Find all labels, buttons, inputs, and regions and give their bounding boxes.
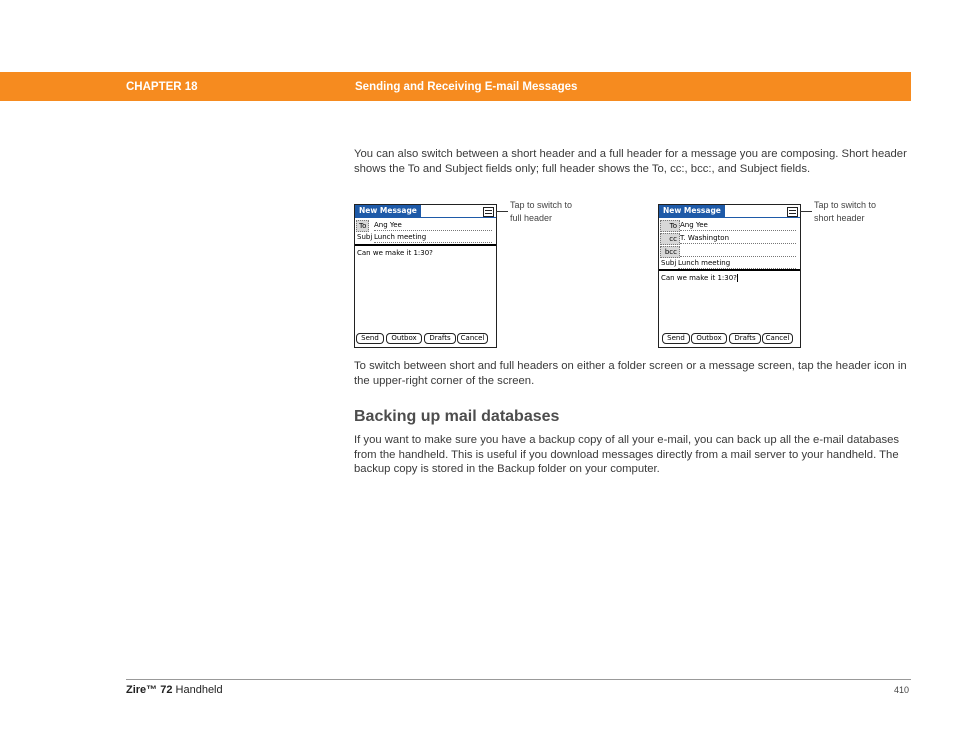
subject-value: Lunch meeting <box>374 232 492 243</box>
intro-paragraph: You can also switch between a short header and a full header for a message you are composing. Short header shows the To and Subject fields only; full header shows the To, cc:, bcc:, and Subject fields. <box>354 148 907 175</box>
callout-line-short <box>496 211 508 212</box>
message-body-text: Can we make it 1:30? <box>661 274 737 282</box>
chapter-number: CHAPTER 18 <box>126 81 198 93</box>
message-body: Can we make it 1:30? <box>357 249 433 257</box>
to-value: Ang Yee <box>374 220 492 231</box>
footer-product <box>126 684 223 696</box>
subject-label: Subj <box>661 259 677 267</box>
screen-title: New Message <box>659 205 725 217</box>
callout-full-header: Tap to switch to full header <box>510 200 573 223</box>
short-header-screenshot <box>354 204 497 348</box>
bcc-row <box>660 245 796 257</box>
cc-value: T. Washington <box>680 233 796 244</box>
send-button[interactable]: Send <box>356 333 384 344</box>
callout-line-full <box>800 211 812 212</box>
subject-value: Lunch meeting <box>678 258 796 269</box>
cancel-button[interactable]: Cancel <box>762 333 793 344</box>
send-button[interactable]: Send <box>662 333 690 344</box>
product-suffix: Handheld <box>172 684 223 696</box>
cancel-button[interactable]: Cancel <box>457 333 488 344</box>
title-rule <box>659 217 800 218</box>
title-rule <box>355 217 496 218</box>
footer-rule <box>126 679 911 680</box>
to-row <box>356 219 492 231</box>
to-label[interactable]: To <box>660 220 680 232</box>
chapter-header-bar <box>0 72 911 101</box>
cc-label[interactable]: cc <box>660 233 680 245</box>
outbox-button[interactable]: Outbox <box>386 333 422 344</box>
callout-short-header: Tap to switch to short header <box>814 200 877 223</box>
subject-row <box>356 231 492 243</box>
text-cursor <box>737 274 738 282</box>
chapter-title: Sending and Receiving E-mail Messages <box>355 81 578 93</box>
page-number: 410 <box>894 685 910 695</box>
screen-title: New Message <box>355 205 421 217</box>
header-separator <box>355 244 496 246</box>
header-toggle-icon[interactable] <box>787 207 798 217</box>
section-heading: Backing up mail databases <box>354 408 560 425</box>
to-label[interactable]: To <box>356 220 369 232</box>
backup-paragraph: If you want to make sure you have a backup copy of all your e-mail, you can back up all the e-mail databases from the handheld. This is useful if you download messages directly from a mail server to your handheld. The backup copy is stored in the Backup folder on your computer. <box>354 434 900 476</box>
cc-row <box>660 232 796 244</box>
header-separator <box>659 269 800 271</box>
bcc-value <box>680 246 796 257</box>
product-name: Zire™ 72 <box>126 684 173 696</box>
outbox-button[interactable]: Outbox <box>691 333 727 344</box>
full-header-screenshot <box>658 204 801 348</box>
subject-row <box>660 257 796 269</box>
to-value: Ang Yee <box>680 220 796 231</box>
drafts-button[interactable]: Drafts <box>729 333 761 344</box>
to-row <box>660 219 796 231</box>
bcc-label[interactable]: bcc <box>660 246 680 258</box>
message-body <box>661 274 738 282</box>
subject-label: Subj <box>357 233 373 241</box>
header-toggle-icon[interactable] <box>483 207 494 217</box>
switch-paragraph: To switch between short and full headers on either a folder screen or a message screen, tap the header icon in the upper-right corner of the screen. <box>354 360 907 387</box>
drafts-button[interactable]: Drafts <box>424 333 456 344</box>
